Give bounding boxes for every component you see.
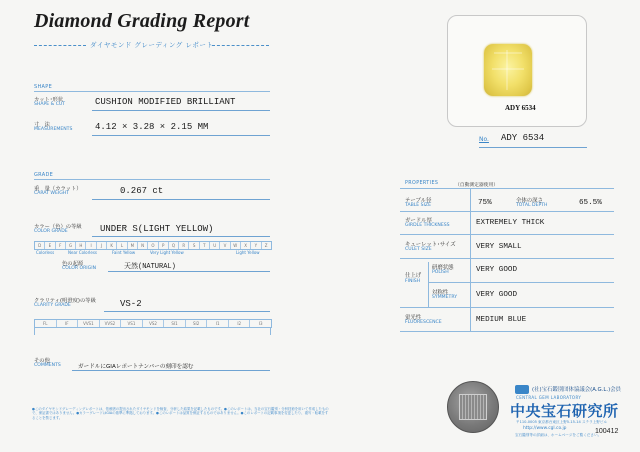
laboratory-seal-emblem <box>459 394 487 420</box>
subtitle-row <box>34 40 269 50</box>
girdle-value: EXTREMELY THICK <box>476 219 545 227</box>
serial-number: 100412 <box>595 428 619 435</box>
report-title: Diamond Grading Report <box>34 10 250 32</box>
color-origin-label-en: COLOR ORIGIN <box>62 266 96 271</box>
clarity-label-en: CLARITY GRADE <box>34 303 71 308</box>
color-scale-cell: R <box>179 242 189 249</box>
color-scale-cell: H <box>76 242 86 249</box>
clarity-scale-cell: I3 <box>258 321 263 326</box>
section-grade-line <box>34 179 270 180</box>
color-label-jp: カラー（色）の等級 <box>34 224 82 230</box>
laboratory-logo-icon <box>515 385 529 394</box>
color-underline <box>92 236 270 237</box>
girdle-label-en: GIRDLE THICKNESS <box>405 223 450 228</box>
comments-underline <box>72 370 270 371</box>
subtitle-dash-left <box>34 45 86 46</box>
properties-top-line <box>400 188 614 189</box>
subtitle-dash-right <box>212 45 269 46</box>
symmetry-label-jp: 対称性 <box>432 290 449 296</box>
color-scale-cell: G <box>66 242 76 249</box>
color-scale-cell: O <box>148 242 158 249</box>
color-scale-cell: I <box>86 242 96 249</box>
clarity-grade-scale <box>34 319 272 328</box>
fine-print-notes: ●このダイヤモンドグレーディングレポートは、依頼者の提出されたダイヤモンドを検査、分析した結果を記載したものです。●このレポートは、当社の宝石鑑別・分析技術を用いて作成したもので、保証書ではありません。●カラーグレードはGIAの基準に準拠しております。●このレポートは品質を保証するものではありません。●このレポートの記載事項を変更したり、複写・転載をすることを禁じます。 <box>32 407 329 420</box>
culet-label-jp: キューレット･サイズ <box>405 242 456 248</box>
clarity-scale-cell: VS2 <box>143 320 165 327</box>
section-grade-label: GRADE <box>34 172 54 178</box>
color-scale-label-light-yellow: Light Yellow <box>236 250 260 255</box>
clarity-scale-cell: VS1 <box>121 320 143 327</box>
report-number-label: No. <box>479 136 489 143</box>
gem-facet <box>492 68 524 70</box>
color-scale-cell: L <box>117 242 127 249</box>
polish-value: VERY GOOD <box>476 266 518 274</box>
total-depth-value: 65.5% <box>579 199 602 207</box>
report-number-value: ADY 6534 <box>501 133 545 143</box>
gem-facet <box>506 50 508 90</box>
girdle-label-jp: ガードル厚 <box>405 218 432 224</box>
symmetry-label-en: SYMMETRY <box>432 295 458 300</box>
properties-line <box>400 258 614 259</box>
color-scale-cell: Z <box>264 243 268 248</box>
color-scale-label-near-colorless: Near Colorless <box>68 250 98 255</box>
finish-label-en: FINISH <box>405 279 421 284</box>
color-scale-cell: X <box>241 242 251 249</box>
carat-underline <box>92 199 270 200</box>
clarity-value: VS-2 <box>120 299 142 309</box>
shape-cut-underline <box>92 110 270 111</box>
color-scale-cell: P <box>159 242 169 249</box>
lab-address: 〒110-0005 東京都台東区上野5-15-14 ステラ上野ビル <box>516 420 608 424</box>
shape-cut-label-jp: カット･形状 <box>34 97 64 103</box>
color-scale-label-very-light-yellow: Very Light Yellow <box>150 250 184 255</box>
clarity-scale-cell: I2 <box>229 320 251 327</box>
color-scale-cell: K <box>107 242 117 249</box>
carat-label-jp: 重 量（カラット） <box>34 186 82 192</box>
comments-value: ガードルにGIAレポートナンバーの刻印を認む <box>78 364 194 370</box>
table-size-value: 75% <box>478 199 492 207</box>
color-origin-value: 天然(NATURAL) <box>124 263 176 271</box>
clarity-scale-tick <box>270 327 271 335</box>
color-scale-cell: N <box>138 242 148 249</box>
color-scale-label-faint-yellow: Faint Yellow <box>112 250 136 255</box>
report-subtitle: ダイヤモンド グレーディング レポート <box>90 41 214 49</box>
measurements-label-en: MEASUREMENTS <box>34 127 73 132</box>
lab-note: 宝石鑑別等の詳細は、ホームページをご覧ください。 <box>515 433 602 437</box>
finish-divider <box>428 262 429 308</box>
properties-line <box>428 282 614 283</box>
properties-line <box>400 211 614 212</box>
comments-label-jp: その他 <box>34 358 50 364</box>
color-scale-cell: F <box>56 242 66 249</box>
lab-name: 中央宝石研究所 <box>510 402 619 420</box>
polish-label-jp: 研磨状態 <box>432 265 454 271</box>
properties-line <box>400 234 614 235</box>
color-scale-cell: J <box>97 242 107 249</box>
color-origin-underline <box>108 271 270 272</box>
fluorescence-label-jp: 蛍光性 <box>405 315 422 321</box>
photo-report-number: ADY 6534 <box>505 104 536 112</box>
shape-cut-value: CUSHION MODIFIED BRILLIANT <box>95 97 236 107</box>
diamond-photo <box>484 44 532 96</box>
clarity-scale-cell: IF <box>57 320 79 327</box>
properties-value-divider <box>470 188 471 331</box>
measurements-label-jp: 寸 法 <box>34 122 50 128</box>
clarity-scale-cell: VVS1 <box>78 320 100 327</box>
report-number-row <box>479 133 587 148</box>
table-size-label-jp: テーブル径 <box>405 198 432 204</box>
clarity-scale-tick <box>34 327 35 335</box>
fluorescence-value: MEDIUM BLUE <box>476 316 527 324</box>
culet-value: VERY SMALL <box>476 243 522 251</box>
comments-label-en: COMMENTS <box>34 363 61 368</box>
color-label-en: COLOR GRADE <box>34 229 68 234</box>
properties-header: PROPERTIES <box>405 181 439 186</box>
clarity-underline <box>104 311 270 312</box>
color-scale-cell: E <box>45 242 55 249</box>
measurements-underline <box>92 135 270 136</box>
gem-facet <box>494 52 522 54</box>
color-scale-cell: U <box>210 242 220 249</box>
color-scale-cell: V <box>220 242 230 249</box>
color-scale-cell: Y <box>251 242 261 249</box>
lab-website: http://www.cgl.co.jp <box>523 426 567 431</box>
properties-line <box>400 307 614 308</box>
table-size-label-en: TABLE SIZE <box>405 203 431 208</box>
color-value: UNDER S(LIGHT YELLOW) <box>100 224 214 234</box>
color-grade-scale <box>34 241 272 250</box>
color-scale-cell: D <box>35 242 45 249</box>
clarity-scale-cell: SI2 <box>186 320 208 327</box>
color-scale-cell: S <box>189 242 199 249</box>
section-shape-label: SHAPE <box>34 84 53 90</box>
color-scale-cell: M <box>128 242 138 249</box>
clarity-scale-cell: VVS2 <box>100 320 122 327</box>
fluorescence-label-en: FLUORESCENCE <box>405 320 442 325</box>
finish-label-jp: 仕上げ <box>405 273 422 279</box>
color-scale-cell: W <box>231 242 241 249</box>
properties-bottom-line <box>400 331 614 332</box>
color-scale-label-colorless: Colorless <box>36 250 55 255</box>
clarity-scale-cell: I1 <box>207 320 229 327</box>
color-scale-cell: T <box>200 242 210 249</box>
section-shape-line <box>34 91 270 92</box>
symmetry-value: VERY GOOD <box>476 291 518 299</box>
lab-association: (社)宝石鑑別団体協議会(A.G.L.)会員 <box>532 387 622 393</box>
measurements-value: 4.12 × 3.28 × 2.15 MM <box>95 122 209 132</box>
total-depth-label-jp: 全体の深さ <box>516 198 543 204</box>
shape-cut-label-en: SHAPE & CUT <box>34 102 66 107</box>
polish-label-en: POLISH <box>432 270 449 275</box>
carat-label-en: CARAT WEIGHT <box>34 191 70 196</box>
clarity-label-jp: クラリティ(明澄度)の等級 <box>34 298 96 304</box>
color-scale-cell: Q <box>169 242 179 249</box>
carat-value: 0.267 ct <box>120 186 164 196</box>
clarity-scale-cell: FL <box>35 320 57 327</box>
properties-note: （自動測定器使用） <box>455 183 499 188</box>
culet-label-en: CULET SIZE <box>405 247 432 252</box>
lab-english-name: CENTRAL GEM LABORATORY <box>516 395 582 400</box>
clarity-scale-cell: SI1 <box>164 320 186 327</box>
color-origin-label-jp: 色の起源 <box>62 261 84 267</box>
total-depth-label-en: TOTAL DEPTH <box>516 203 548 208</box>
